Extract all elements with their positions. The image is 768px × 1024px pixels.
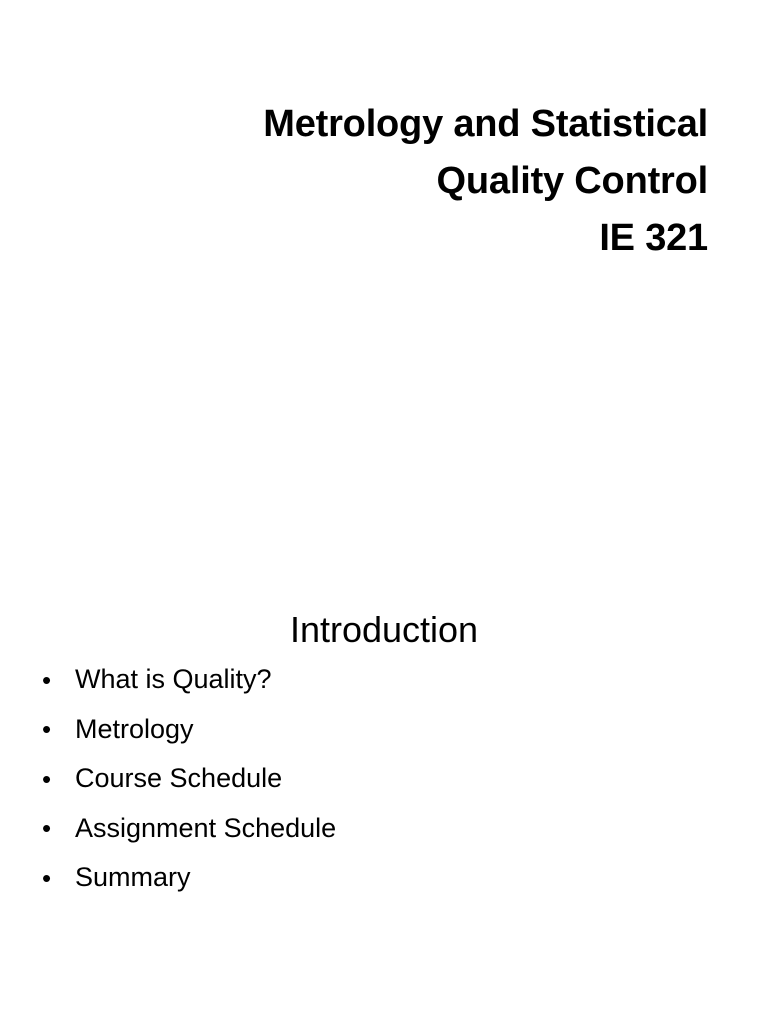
list-item [42,655,336,705]
list-item [42,705,336,755]
list-item [42,853,336,903]
list-item-label: Assignment Schedule [75,812,337,843]
bullet-icon: • [42,763,52,794]
list-item-label: Course Schedule [75,763,283,794]
list-item [42,754,336,804]
list-item-label: Metrology [75,713,194,744]
bullet-icon: • [42,664,52,695]
bullet-icon: • [42,813,52,844]
bullet-list [42,655,336,903]
course-title [148,96,708,267]
list-item-label: What is Quality? [75,664,272,695]
list-item-label: Summary [75,862,191,893]
bullet-icon: • [42,714,52,745]
course-code: IE 321 [599,217,708,259]
bullet-icon: • [42,862,52,893]
course-title-line-2: Quality Control [436,160,708,202]
course-title-line-1: Metrology and Statistical [263,103,708,145]
list-item [42,804,336,854]
section-title: Introduction [289,609,479,650]
